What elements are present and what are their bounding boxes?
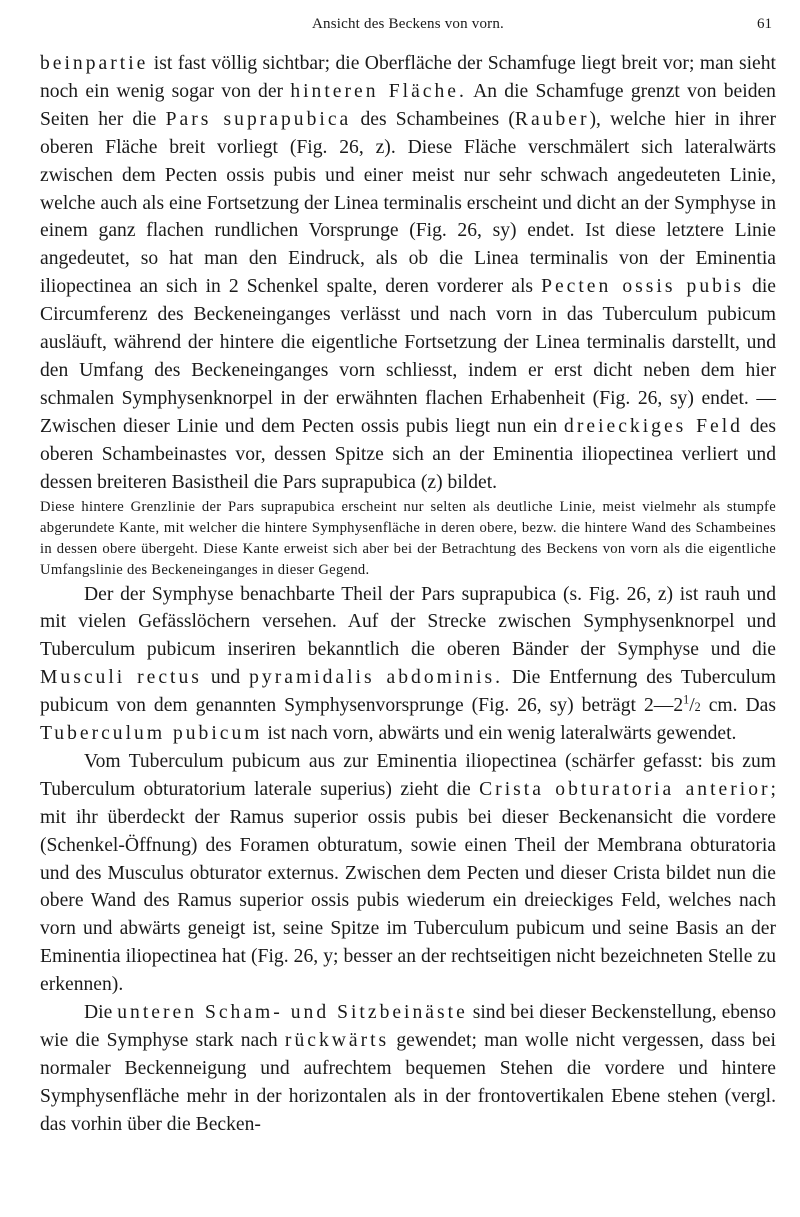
text-run: ; mit ihr überdeckt der Ramus superior ossis pubis bei dieser Beckenansicht die vordere (Schenkel-Öffnung) des Foramen obturatum, sowie einen Theil der Membrana obturatoria und des Musculus obturator externus. Zwischen dem Pecten und dieser Crista bildet nun die obere Wand des Ramus superior ossis pubis wiederum ein dreieckiges Feld, welches nach vorn und abwärts geneigt ist, seine Spitze im Tuberculum pubicum und seine Basis an der Eminentia iliopectinea hat (Fig. 26, y; besser an der rechtseitigen nicht bezeichneten Stelle zu erkennen). xyxy=(40,778,776,996)
text-run: ), welche hier in ihrer oberen Fläche breit vorliegt (Fig. 26, z). Diese Fläche verschmälert sich lateralwärts zwischen dem Pecten ossis pubis und einer meist nur sehr schwach angedeuteten Linie, welche auch als eine Fortsetzung der Linea terminalis erscheint und dicht an der Symphyse in einem ganz flachen rundlichen Vorsprunge (Fig. 26, sy) endet. Ist diese letztere Linie angedeutet, so hat man den Eindruck, als ob die Linea terminalis von der Eminentia iliopectinea an sich in 2 Schenkel spalte, deren vorderer als xyxy=(40,108,776,298)
text-run: ist nach vorn, abwärts und ein wenig lateralwärts gewendet. xyxy=(262,723,737,745)
emphasis-unteren-aeste: unteren Scham- und Sitzbeinäste xyxy=(117,1002,468,1024)
emphasis-beinpartie: beinpartie xyxy=(40,53,149,74)
text-run: Die xyxy=(84,1002,118,1024)
text-run: Vom Tuberculum pubicum aus zur Eminentia iliopectinea (schärfer gefasst: bis zum Tuberculum obturatorium laterale superius) zieht die xyxy=(40,750,776,800)
paragraph-1 xyxy=(40,50,776,497)
emphasis-pecten-ossis-pubis: Pecten ossis pubis xyxy=(541,276,744,298)
text-run: Der der Symphyse benachbarte Theil der Pars suprapubica (s. Fig. 26, z) ist rauh und mit vielen Gefässlöchern versehen. Auf der Strecke zwischen Symphysenknorpel und Tuberculum pubicum inseriren bekanntlich die oberen Bänder der Symphyse und die xyxy=(40,583,776,661)
emphasis-dreieckiges-feld: dreieckiges Feld xyxy=(564,415,743,437)
text-run: des Schambeines ( xyxy=(351,108,515,130)
emphasis-pyramidalis-abdominis: pyramidalis abdominis. xyxy=(249,667,504,689)
text-run: sind bei dieser Beckenstellung, ebenso wie die Symphyse stark nach xyxy=(40,1002,776,1051)
author-name-rauber: Rauber xyxy=(514,108,590,130)
fraction-slash: / xyxy=(689,695,695,717)
fraction-denominator: 2 xyxy=(694,700,701,715)
emphasis-rueckwaerts: rückwärts xyxy=(284,1030,390,1051)
page-header xyxy=(40,10,776,50)
text-run: die Circumferenz des Beckeneinganges verlässt und nach vorn in das Tuberculum pubicum ausläuft, während der hintere die eigentliche Fortsetzung der Linea terminalis darstellt, und den Umfang des Beckeneinganges vorn schliesst, indem er erst dicht neben dem hier schmalen Symphysenknorpel in der erwähnten flachen Erhabenheit (Fig. 26, sy) endet. — Zwischen dieser Linie und dem Pecten ossis pubis liegt nun ein xyxy=(40,276,776,437)
paragraph-2 xyxy=(40,581,776,748)
paragraph-4 xyxy=(40,999,776,1139)
paragraph-3 xyxy=(40,748,776,999)
emphasis-tuberculum-pubicum: Tuberculum pubicum xyxy=(40,723,263,745)
text-run: und xyxy=(201,667,250,689)
emphasis-crista-obturatoria: Crista obturatoria anterior xyxy=(479,778,771,800)
emphasis-pars-suprapubica: Pars suprapubica xyxy=(165,108,352,130)
fraction-numerator: 1 xyxy=(683,692,690,707)
body-text xyxy=(40,50,776,1139)
text-run: An die Schamfuge grenzt von beiden Seiten her die xyxy=(40,80,776,130)
text-run: gewendet; man wolle nicht vergessen, dass bei normaler Beckenneigung und aufrechtem bequemen Stehen die vordere und hintere Symphysenfläche mehr in der horizontalen als in der frontovertikalen Ebene stehen (vergl. das vorhin über die Becken- xyxy=(40,1030,776,1135)
footnote-paragraph: Diese hintere Grenzlinie der Pars suprapubica erscheint nur selten als deutliche Linie, meist vielmehr als stumpfe abgerundete Kante, mit welcher die hintere Symphysenfläche in deren obere, bezw. die hintere Wand des Schambeines in dessen obere übergeht. Diese Kante erweist sich aber bei der Betrachtung des Beckens von vorn als die eigentliche Umfangslinie des Beckeneinganges in dieser Gegend. xyxy=(40,498,776,578)
running-title: Ansicht des Beckens von vorn. xyxy=(311,16,505,32)
emphasis-hinteren-flaeche: hinteren Fläche. xyxy=(290,80,467,102)
page-number: 61 xyxy=(757,16,772,32)
text-run: des oberen Schambeinastes vor, dessen Spitze sich an der Eminentia iliopectinea verliert und dessen breiteren Basistheil die Pars suprapubica (z) bildet. xyxy=(40,415,776,493)
text-run: cm. Das xyxy=(700,695,776,717)
text-run: Die Entfernung des Tuberculum pubicum von dem genannten Symphysenvorsprunge (Fig. 26, sy) beträgt 2—2 xyxy=(40,667,776,717)
book-page xyxy=(40,10,776,1139)
emphasis-musculi-rectus: Musculi rectus xyxy=(40,667,202,689)
text-run: ist fast völlig sichtbar; die Oberfläche der Schamfuge liegt breit vor; man sieht noch ein wenig sogar von der xyxy=(40,53,776,102)
